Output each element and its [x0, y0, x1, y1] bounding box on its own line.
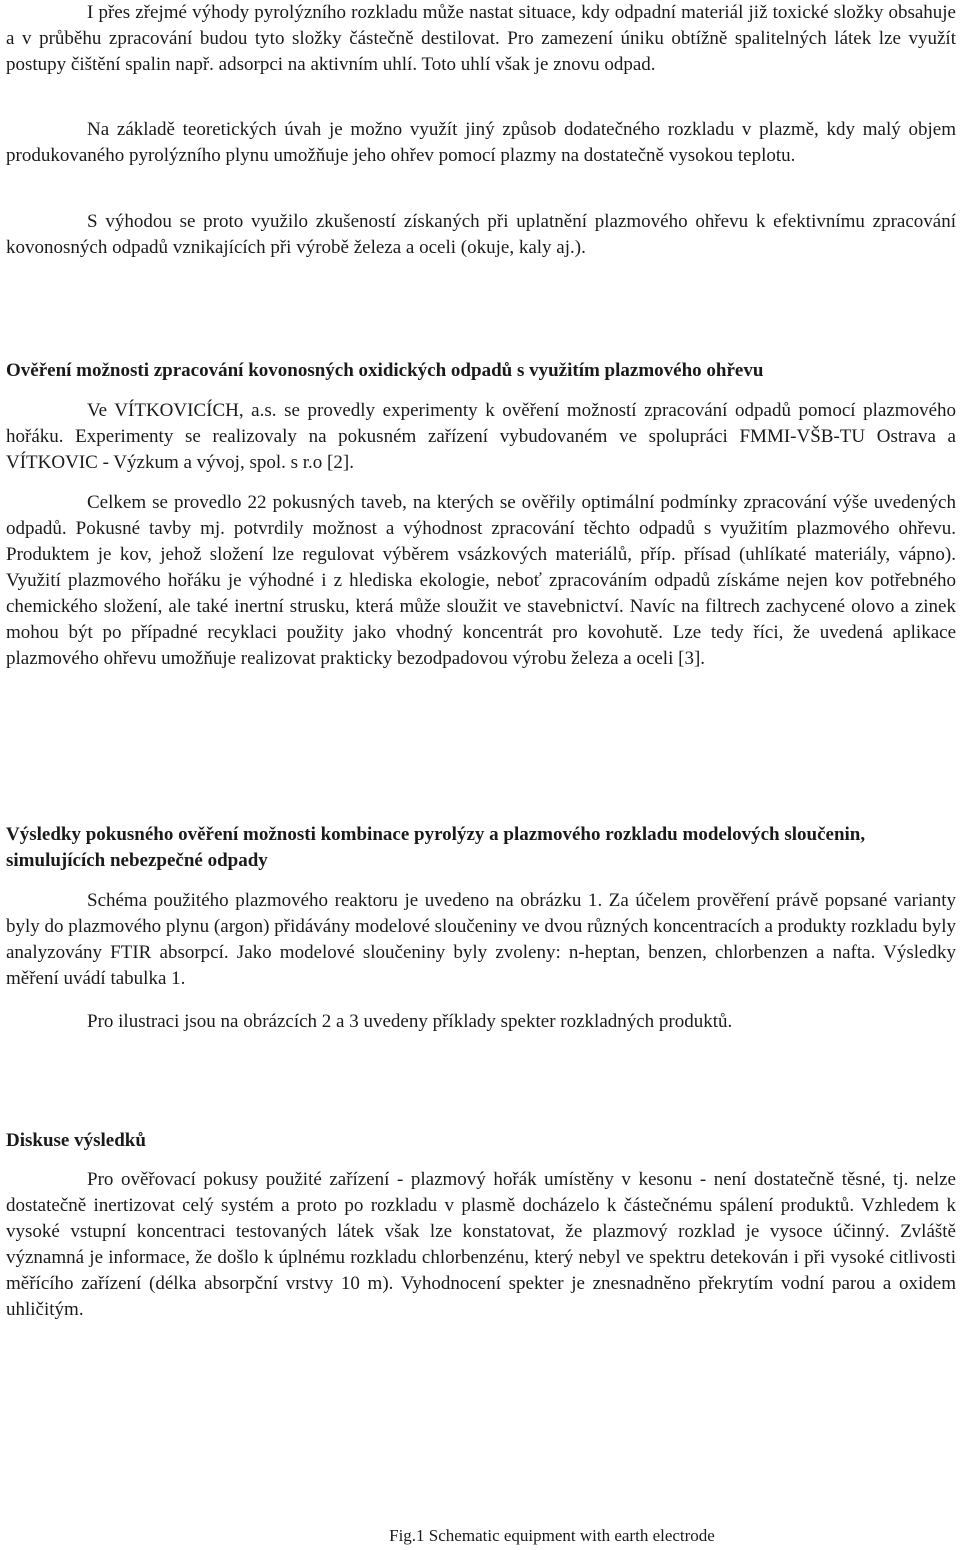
- paragraph-intro-3: S výhodou se proto využilo zkušeností získaných při uplatnění plazmového ohřevu k efektivnímu zpracování kovonosných odpadů vznikajících při výrobě železa a oceli (okuje, kaly aj.).: [6, 211, 956, 258]
- heading-oxidic-waste: Ověření možnosti zpracování kovonosných oxidických odpadů s využitím plazmového ohřevu: [6, 360, 764, 381]
- paragraph-intro-1: I přes zřejmé výhody pyrolýzního rozkladu může nastat situace, kdy odpadní materiál již toxické složky obsahuje a v průběhu zpracování budou tyto složky částečně destilovat. Pro zamezení úniku obtížně spalitelných látek lze využít postupy čištění spalin např. adsorpci na aktivním uhlí. Toto uhlí však je znovu odpad.: [6, 2, 956, 75]
- paragraph-reactor-scheme: Schéma použitého plazmového reaktoru je uvedeno na obrázku 1. Za účelem prověření právě popsané varianty byly do plazmového plynu (argon) přidávány modelové sloučeniny ve dvou různých koncentracích a produkty rozkladu byly analyzovány FTIR absorpcí. Jako modelové sloučeniny byly zvoleny: n-heptan, benzen, chlorbenzen a nafta. Výsledky měření uvádí tabulka 1.: [6, 890, 956, 989]
- heading-pyrolysis-plasma-results: Výsledky pokusného ověření možnosti kombinace pyrolýzy a plazmového rozkladu modelových sloučenin, simulujících nebezpečné odpady: [6, 824, 866, 871]
- paragraph-vitkovice-experiments: Ve VÍTKOVICÍCH, a.s. se provedly experimenty k ověření možností zpracování odpadů pomocí plazmového hořáku. Experimenty se realizovaly na pokusném zařízení vybudovaném ve spolupráci FMMI-VŠB-TU Ostrava a VÍTKOVIC - Výzkum a vývoj, spol. s r.o [2].: [6, 400, 956, 473]
- paragraph-discussion: Pro ověřovací pokusy použité zařízení - plazmový hořák umístěny v kesonu - není dostatečně těsné, tj. nelze dostatečně inertizovat celý systém a proto po rozkladu v plasmě docházelo k částečnému spálení produktů. Vzhledem k vysoké vstupní koncentraci testovaných látek však lze konstatovat, že plazmový rozklad je vysoce účinný. Zvláště významná je informace, že došlo k úplnému rozkladu chlorbenzénu, který nebyl ve spektru detekován i při vysoké citlivosti měřícího zařízení (délka absorpční vrstvy 10 m). Vyhodnocení spekter je znesnadněno překrytím vodní parou a oxidem uhličitým.: [6, 1169, 956, 1320]
- paragraph-spectra-examples: Pro ilustraci jsou na obrázcích 2 a 3 uvedeny příklady spekter rozkladných produktů.: [87, 1011, 733, 1032]
- heading-discussion: Diskuse výsledků: [6, 1130, 146, 1151]
- figure-caption: Fig.1 Schematic equipment with earth electrode: [389, 1526, 715, 1545]
- paragraph-intro-2: Na základě teoretických úvah je možno využít jiný způsob dodatečného rozkladu v plazmě, kdy malý objem produkovaného pyrolýzního plynu umožňuje jeho ohřev pomocí plazmy na dostatečně vysokou teplotu.: [6, 119, 956, 166]
- paragraph-test-melts: Celkem se provedlo 22 pokusných taveb, na kterých se ověřily optimální podmínky zpracování výše uvedených odpadů. Pokusné tavby mj. potvrdily možnost a výhodnost zpracování těchto odpadů s využitím plazmového ohřevu. Produktem je kov, jehož složení lze regulovat výběrem vsázkových materiálů, příp. přísad (uhlíkaté materiály, vápno). Využití plazmového hořáku je výhodné i z hlediska ekologie, neboť zpracováním odpadů získáme nejen kov potřebného chemického složení, ale také inertní strusku, která může sloužit ve stavebnictví. Navíc na filtrech zachycené olovo a zinek mohou být po případné recyklaci použity jako vhodný koncentrát pro kovohutě. Lze tedy říci, že uvedená aplikace plazmového ohřevu umožňuje realizovat prakticky bezodpadovou výrobu železa a oceli [3].: [6, 492, 956, 669]
